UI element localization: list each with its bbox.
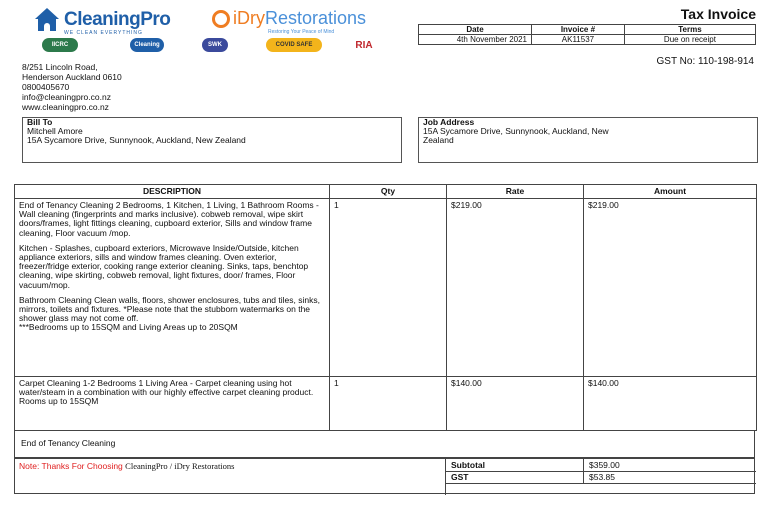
description-paragraph: Bathroom Cleaning Clean walls, floors, shower enclosures, tubs and tiles, sinks, mirrors, toilets and fixtures. *Please note that the stubborn watermarks on the shower glass may not come off. — [19, 294, 320, 324]
invoice-date: 4th November 2021 — [419, 35, 532, 45]
bill-to-name: Mitchell Amore — [27, 126, 83, 136]
invoice-meta-table — [418, 24, 756, 45]
subtotal-label: Subtotal — [451, 460, 485, 470]
line-items-table — [14, 184, 757, 431]
qty-header: Qty — [330, 185, 447, 199]
invoice-terms: Due on receipt — [624, 35, 755, 45]
table-header-row — [15, 185, 757, 199]
row-rate: $219.00 — [447, 199, 584, 377]
invoice-number-header: Invoice # — [532, 25, 625, 35]
description-header: DESCRIPTION — [15, 185, 330, 199]
invoice-number: AK11537 — [532, 35, 625, 45]
idry-tagline: Restoring Your Peace of Mind — [268, 29, 335, 35]
ria-badge: RIA — [350, 38, 378, 52]
summary-text: End of Tenancy Cleaning — [21, 438, 116, 448]
note-text: CleaningPro / iDry Restorations — [125, 461, 235, 471]
job-address-line: Zealand — [423, 135, 454, 145]
totals-box — [14, 458, 755, 494]
cleaningpro-name: CleaningPro — [64, 9, 171, 30]
row-description: Carpet Cleaning 1-2 Bedrooms 1 Living Area - Carpet cleaning using hot water/steam in a combination with our highly effective carpet cleaning product. Rooms up to 15SQM — [15, 377, 330, 431]
cleaningpro-logo — [34, 8, 171, 36]
description-paragraph: ***Bedrooms up to 15SQM and Living Areas up to 20SQM — [19, 322, 238, 333]
table-row — [15, 199, 757, 377]
rate-header: Rate — [447, 185, 584, 199]
cleaningpro-tagline: WE CLEAN EVERYTHING — [64, 30, 143, 36]
phone-number: 0800405670 — [22, 82, 70, 92]
job-address-label: Job Address — [419, 118, 757, 127]
cleaning-badge: Cleaning — [130, 38, 164, 52]
idry-ring-icon — [212, 10, 230, 28]
idry-name: iDryRestorations — [233, 8, 367, 28]
amount-header: Amount — [584, 185, 757, 199]
covid-safe-badge: COVID SAFE — [266, 38, 322, 52]
subtotal-value: $359.00 — [589, 460, 620, 470]
table-row — [15, 377, 757, 431]
bill-to-address: 15A Sycamore Drive, Sunnynook, Auckland, New Zealand — [27, 135, 246, 145]
job-address-box — [418, 117, 758, 163]
note-label: Note: Thanks For Choosing — [19, 461, 123, 471]
description-paragraph: Kitchen - Splashes, cupboard exteriors, Microwave Inside/Outside, kitchen appliance exteriors, sills and window frames cleaning. Oven exterior, freezer/fridge exterior, cooking range exterior cleaning. Sinks, taps, benchtop cleaning, wipe skirting, cobweb removal, light fixtures, door/ frames, Floor vacuum/mop. — [19, 242, 309, 290]
bill-to-box — [22, 117, 402, 163]
gst-value: $53.85 — [589, 472, 615, 482]
address-line: 8/251 Lincoln Road, — [22, 62, 98, 72]
row-qty: 1 — [330, 199, 447, 377]
website-link[interactable]: www.cleaningpro.co.nz — [22, 102, 109, 112]
summary-box — [14, 430, 755, 458]
terms-header: Terms — [624, 25, 755, 35]
date-header: Date — [419, 25, 532, 35]
idry-logo — [212, 8, 367, 35]
description-paragraph: End of Tenancy Cleaning 2 Bedrooms, 1 Kitchen, 1 Living, 1 Bathroom Rooms - Wall cleaning (fingerprints and marks inclusive). cobweb removal, wipe skirt doors/frames, light fittings cleaning, cupboard exterior, Sills and window frame cleaning, Floor vacuum /mop. — [19, 200, 319, 238]
gst-label: GST — [451, 472, 469, 482]
row-description — [15, 199, 330, 377]
row-amount: $140.00 — [584, 377, 757, 431]
company-address — [22, 62, 122, 112]
house-icon — [34, 8, 60, 32]
swk-badge: SWK — [202, 38, 228, 52]
email-link[interactable]: info@cleaningpro.co.nz — [22, 92, 111, 102]
bill-to-label: Bill To — [23, 118, 401, 127]
row-rate: $140.00 — [447, 377, 584, 431]
row-amount: $219.00 — [584, 199, 757, 377]
thank-you-note — [19, 461, 234, 471]
address-line: Henderson Auckland 0610 — [22, 72, 122, 82]
invoice-title: Tax Invoice — [680, 6, 756, 22]
job-address-line: 15A Sycamore Drive, Sunnynook, Auckland, New — [423, 126, 609, 136]
row-qty: 1 — [330, 377, 447, 431]
gst-number: GST No: 110-198-914 — [656, 56, 754, 67]
iicrc-badge: IICRC — [42, 38, 78, 52]
